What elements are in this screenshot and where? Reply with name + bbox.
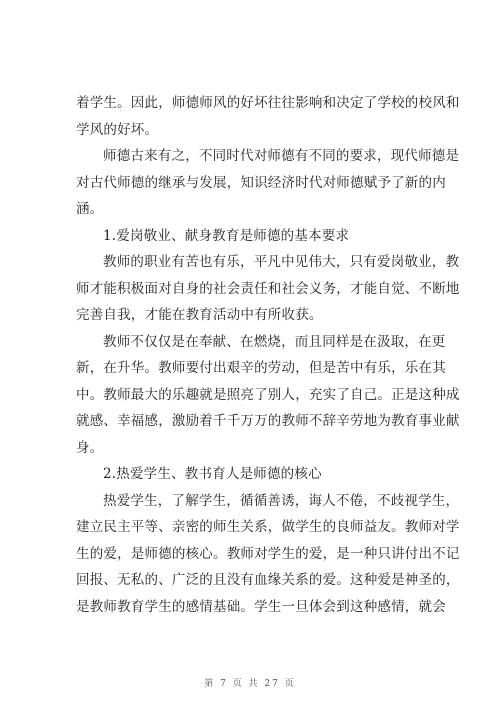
text-line: 身。 [76,439,104,456]
text-line: 回报、无私的、广泛的且没有血缘关系的爱。这种爱是神圣的， [76,572,460,588]
heading-text: 1.爱岗敬业、献身教育是师德的基本要求 [103,227,350,244]
paragraph-1 [76,90,460,143]
text-line: 教师不仅仅是在奉献、在燃烧，而且同样是在汲取，在更 [103,333,446,350]
text-line: 师德古来有之，不同时代对师德有不同的要求，现代师德是 [103,148,460,164]
text-line: 涵。 [76,201,104,217]
text-line: 新，在升华。教师要付出艰辛的劳动，但是苦中有乐，乐在其 [76,360,446,376]
section-heading-2 [76,461,454,488]
text-line: 完善自我，才能在教育活动中有所收获。 [76,307,323,323]
text-line: 着学生。因此，师德师风的好坏往往影响和决定了学校的校风和 [76,95,460,111]
text-line: 对古代师德的继承与发展，知识经济时代对师德赋予了新的内 [76,174,446,191]
paragraph-4 [76,329,460,462]
paragraph-2 [76,143,460,223]
heading-text: 2.热爱学生、教书育人是师德的核心 [103,466,322,482]
text-line: 中。教师最大的乐趣就是照亮了别人，充实了自己。正是这种成 [76,386,460,403]
paragraph-5 [76,488,460,621]
text-line: 就感、幸福感，激励着千千万万的教师不辞辛劳地为教育事业献 [76,413,460,429]
document-body [76,90,460,620]
page-number-footer: 第 7 页 共 27 页 [204,679,296,689]
text-line: 建立民主平等、亲密的师生关系，做学生的良师益友。教师对学 [76,519,460,535]
text-line: 教师的职业有苦也有乐，平凡中见伟大，只有爱岗敬业，教 [103,254,460,270]
text-line: 生的爱，是师德的核心。教师对学生的爱，是一种只讲付出不记 [76,545,460,562]
text-line: 师才能积极面对自身的社会责任和社会义务，才能自觉、不断地 [76,280,460,297]
text-line: 热爱学生，了解学生，循循善诱，诲人不倦，不歧视学生， [103,492,460,509]
section-heading-1 [76,223,454,250]
text-line: 学风的好坏。 [76,121,159,138]
paragraph-3 [76,249,460,329]
text-line: 是教师教育学生的感情基础。学生一旦体会到这种感情，就会 [76,598,446,615]
